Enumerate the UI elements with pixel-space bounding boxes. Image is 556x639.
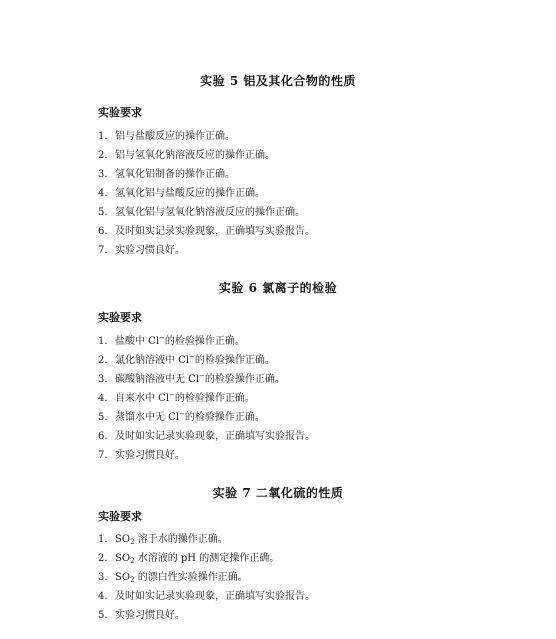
item-text: 盐酸中 Cl	[115, 336, 160, 347]
list-item	[98, 146, 275, 161]
section-title: 实验 7 二氧化硫的性质	[212, 486, 344, 500]
item-text: 及时如实记录实验现象，正确填写实验报告。	[115, 431, 315, 442]
item-text: 的漂白性实验操作正确。	[134, 572, 248, 583]
item-number: 4.	[98, 188, 108, 199]
item-number: 6.	[98, 431, 108, 442]
item-number: 4.	[98, 393, 108, 404]
item-number: 1.	[98, 534, 108, 545]
item-text: 铝与氢氧化钠溶液反应的操作正确。	[115, 150, 275, 161]
item-text: 的检验操作正确。	[174, 393, 255, 404]
list-item	[98, 222, 315, 237]
requirements-heading: 实验要求	[98, 106, 142, 119]
section-title: 实验 5 铝及其化合物的性质	[200, 74, 356, 88]
item-text: 自来水中 Cl	[115, 393, 170, 404]
item-number: 5.	[98, 610, 108, 621]
superscript: −	[179, 410, 185, 418]
superscript: −	[189, 353, 195, 361]
list-item	[98, 165, 235, 180]
item-text: 的检验操作正确。	[184, 412, 265, 423]
list-item	[98, 606, 185, 621]
list-item	[98, 351, 275, 366]
item-number: 7.	[98, 245, 108, 256]
item-number: 5.	[98, 207, 108, 218]
list-item	[98, 549, 279, 564]
item-text: 铝与盐酸反应的操作正确。	[115, 131, 235, 142]
item-text: 实验习惯良好。	[115, 245, 185, 256]
item-number: 5.	[98, 412, 108, 423]
item-text: 溶于水的操作正确。	[134, 534, 228, 545]
item-text: 的检验操作正确。	[164, 336, 245, 347]
item-number: 3.	[98, 169, 108, 180]
item-text: 实验习惯良好。	[115, 610, 185, 621]
item-number: 1.	[98, 131, 108, 142]
item-text: SO	[115, 534, 131, 545]
item-text: 氢氧化铝与氢氧化钠溶液反应的操作正确。	[115, 207, 305, 218]
list-item	[98, 408, 265, 423]
item-text: 蒸馏水中无 Cl	[115, 412, 180, 423]
list-item	[98, 446, 185, 461]
list-item	[98, 370, 285, 385]
item-number: 3.	[98, 374, 108, 385]
item-number: 7.	[98, 450, 108, 461]
requirements-heading: 实验要求	[98, 311, 142, 324]
item-text: 碳酸钠溶液中无 Cl	[115, 374, 200, 385]
list-item	[98, 184, 265, 199]
item-text: 氢氧化铝与盐酸反应的操作正确。	[115, 188, 265, 199]
list-item	[98, 587, 315, 602]
superscript: −	[199, 372, 205, 380]
item-text: 氢氧化铝制备的操作正确。	[115, 169, 235, 180]
subscript: 2	[130, 538, 135, 546]
list-item	[98, 241, 185, 256]
item-text: SO	[115, 572, 131, 583]
item-text: 实验习惯良好。	[115, 450, 185, 461]
item-text: 及时如实记录实验现象，正确填写实验报告。	[115, 591, 315, 602]
list-item	[98, 530, 228, 545]
list-item	[98, 332, 245, 347]
item-number: 4.	[98, 591, 108, 602]
item-text: 的检验操作正确。	[194, 355, 275, 366]
subscript: 2	[130, 576, 135, 584]
subscript: 2	[130, 557, 135, 565]
item-number: 2.	[98, 150, 108, 161]
item-text: SO	[115, 553, 131, 564]
list-item	[98, 568, 248, 583]
item-number: 2.	[98, 355, 108, 366]
section-title: 实验 6 氯离子的检验	[218, 281, 338, 295]
item-text: 的检验操作正确。	[204, 374, 285, 385]
item-text: 氯化钠溶液中 Cl	[115, 355, 190, 366]
superscript: −	[159, 334, 165, 342]
item-number: 6.	[98, 226, 108, 237]
list-item	[98, 203, 305, 218]
item-number: 2.	[98, 553, 108, 564]
requirements-heading: 实验要求	[98, 510, 142, 523]
item-number: 3.	[98, 572, 108, 583]
item-text: 水溶液的 pH 的测定操作正确。	[134, 553, 280, 564]
item-number: 1.	[98, 336, 108, 347]
item-text: 及时如实记录实验现象，正确填写实验报告。	[115, 226, 315, 237]
list-item	[98, 427, 315, 442]
superscript: −	[169, 391, 175, 399]
list-item	[98, 127, 235, 142]
list-item	[98, 389, 255, 404]
